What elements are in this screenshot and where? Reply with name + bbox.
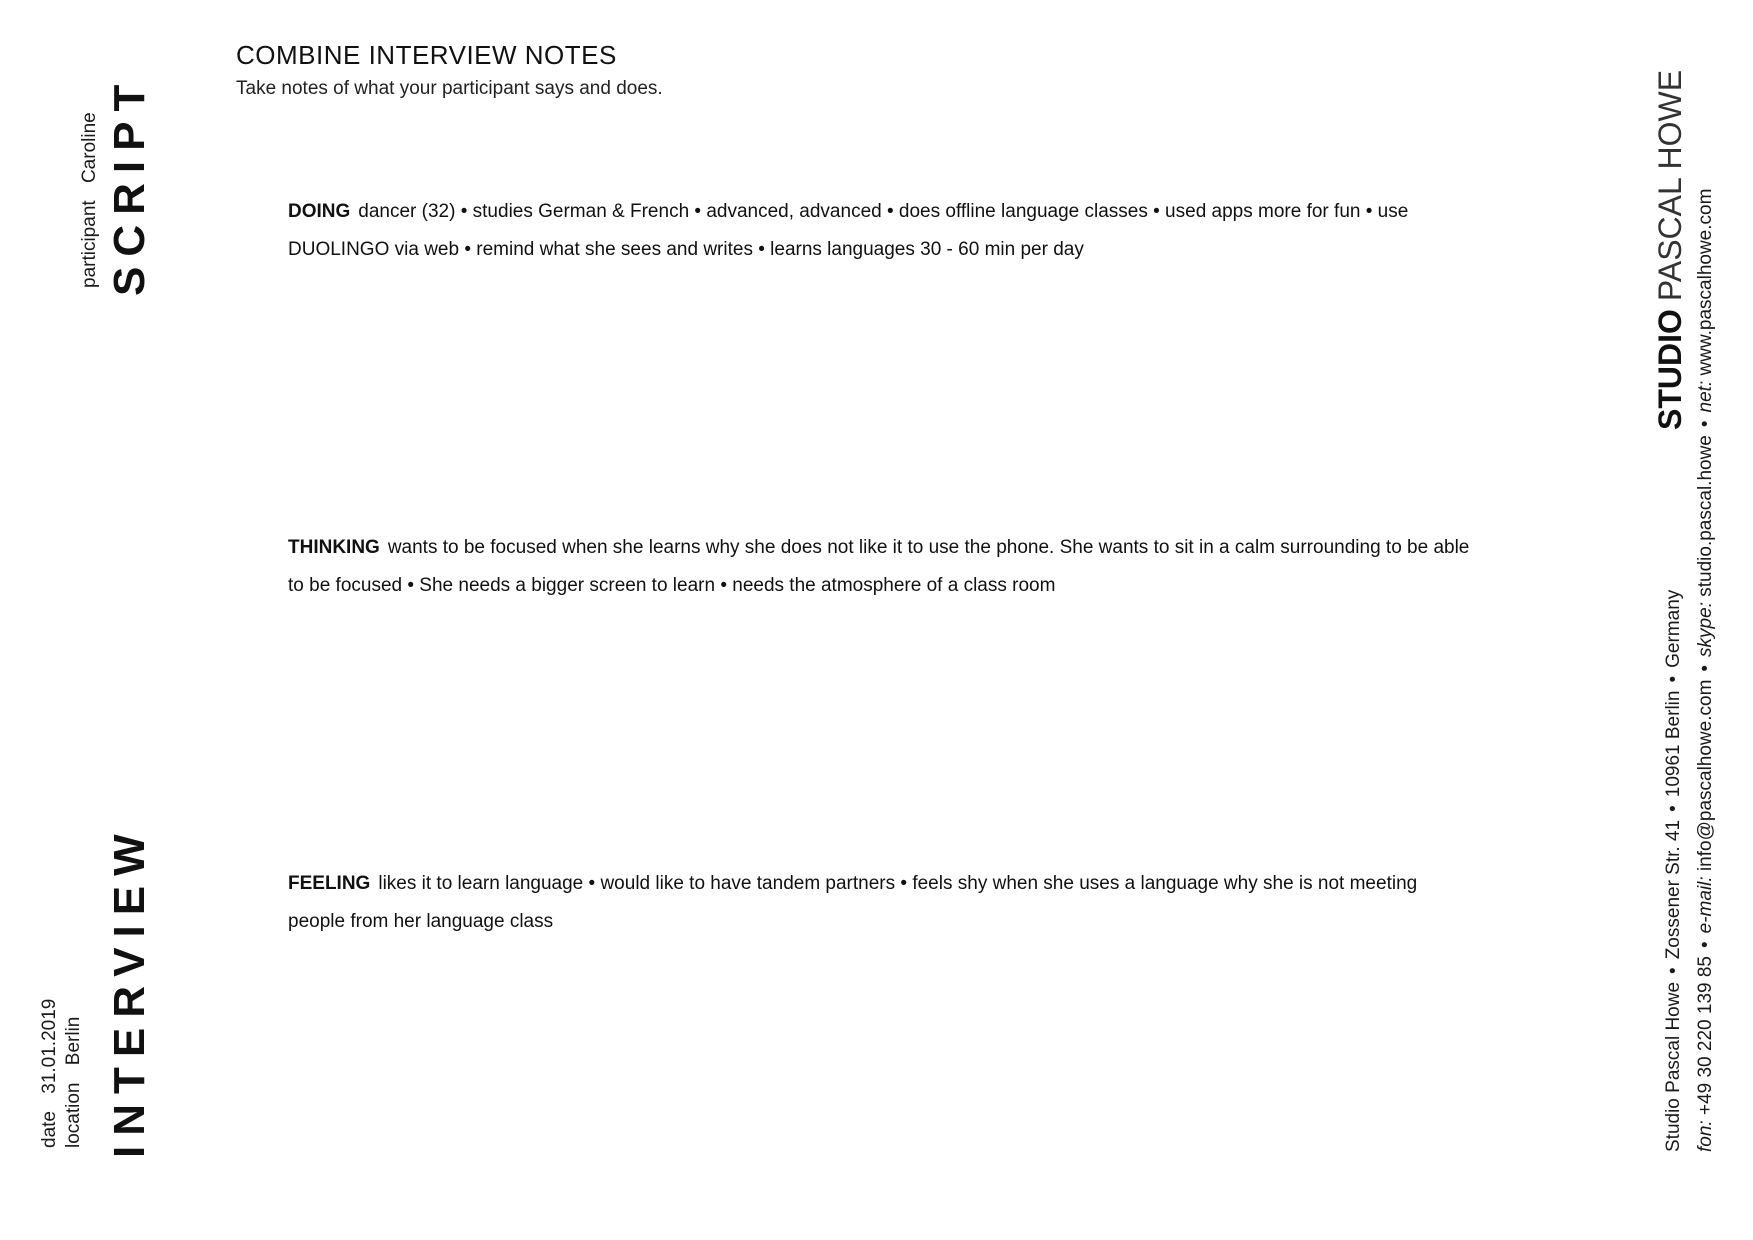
contact-separator: •	[1695, 941, 1716, 948]
note-thinking	[288, 529, 1478, 605]
address-separator: •	[1663, 675, 1684, 683]
studio-address	[1664, 590, 1683, 1152]
location-label: location	[63, 1082, 84, 1148]
note-doing	[288, 193, 1478, 269]
note-feeling-text: likes it to learn language • would like to have tandem partners • feels shy when she uses a language why she is not meeting people from her language class	[288, 873, 1418, 932]
contact-separator: •	[1695, 664, 1716, 672]
address-city: 10961 Berlin	[1663, 690, 1684, 798]
address-separator: •	[1663, 967, 1684, 974]
participant-label: participant	[79, 200, 100, 288]
script-word: SCRIPT	[105, 74, 154, 296]
address-country: Germany	[1663, 589, 1684, 668]
contact-separator: •	[1695, 420, 1716, 428]
skype-value: studio.pascal.howe	[1695, 435, 1716, 597]
note-thinking-label: THINKING	[288, 537, 380, 558]
brand-bold: STUDIO	[1652, 309, 1688, 430]
date-value: 31.01.2019	[39, 998, 60, 1094]
skype-label: skype:	[1695, 602, 1716, 657]
participant-value: Caroline	[79, 112, 100, 184]
note-doing-label: DOING	[288, 201, 351, 222]
net-label: net:	[1695, 380, 1716, 413]
location-line	[64, 1017, 83, 1148]
date-label: date	[39, 1111, 60, 1148]
note-feeling-label: FEELING	[288, 873, 371, 894]
brand-light: PASCAL HOWE	[1652, 69, 1688, 302]
note-doing-text: dancer (32) • studies German & French • advanced, advanced • does offline language classes • used apps more for fun • use DUOLINGO via web • remind what she sees and writes • learns languages 30 - 60 min per day	[288, 201, 1409, 260]
location-value: Berlin	[63, 1016, 84, 1066]
fon-label: fon:	[1695, 1120, 1716, 1152]
fon-value: +49 30 220 139 85	[1695, 956, 1716, 1116]
studio-brand	[1654, 70, 1686, 430]
note-thinking-text: wants to be focused when she learns why she does not like it to use the phone. She wants to sit in a calm surrounding to be able to be focused • She needs a bigger screen to learn • needs the atmosphere of a class room	[288, 537, 1470, 596]
email-label: e-mail:	[1695, 876, 1716, 934]
address-name: Studio Pascal Howe	[1663, 981, 1684, 1152]
date-line	[40, 999, 59, 1148]
address-street: Zossener Str. 41	[1663, 819, 1684, 960]
studio-contact	[1696, 189, 1715, 1152]
net-value[interactable]: www.pascalhowe.com	[1695, 188, 1716, 376]
email-value[interactable]: info@pascalhowe.com	[1695, 679, 1716, 872]
page-title: COMBINE INTERVIEW NOTES	[236, 40, 617, 70]
note-feeling	[288, 865, 1478, 941]
interview-word: INTERVIEW	[105, 824, 154, 1158]
address-separator: •	[1663, 805, 1684, 812]
participant-line	[80, 112, 99, 288]
page-subtitle: Take notes of what your participant says and does.	[236, 78, 663, 99]
